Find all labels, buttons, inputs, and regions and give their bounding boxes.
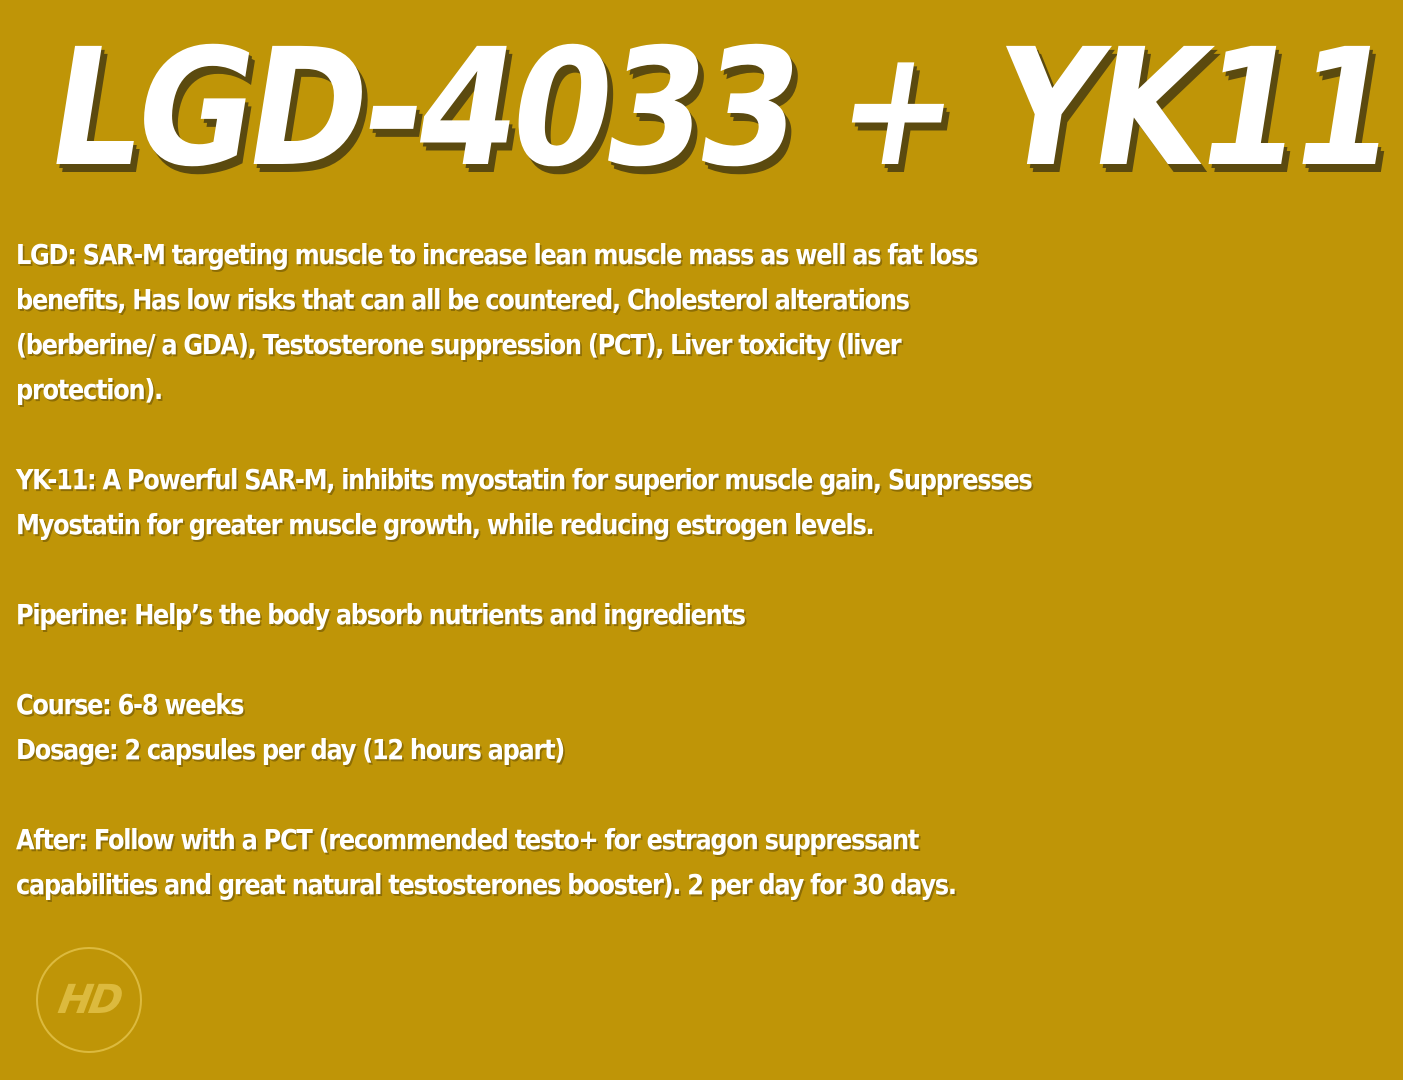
- description-block: [16, 232, 1032, 907]
- yk11-line-1: YK-11: A Powerful SAR-M, inhibits myostatin for superior muscle gain, Suppresses: [16, 463, 1032, 496]
- course-line: Course: 6-8 weeks: [16, 688, 244, 721]
- piperine-line: Piperine: Help’s the body absorb nutrients and ingredients: [16, 598, 745, 631]
- lgd-line-2: benefits, Has low risks that can all be countered, Cholesterol alterations: [16, 283, 909, 316]
- after-line-1: After: Follow with a PCT (recommended testo+ for estragon suppressant: [16, 823, 919, 856]
- logo-text: HD: [54, 977, 124, 1023]
- lgd-line-3: (berberine/ a GDA), Testosterone suppression (PCT), Liver toxicity (liver: [16, 328, 901, 361]
- poster-title: LGD-4033 + YK11: [37, 15, 1403, 203]
- dosage-line: Dosage: 2 capsules per day (12 hours apart): [16, 733, 565, 766]
- after-line-2: capabilities and great natural testosterones booster). 2 per day for 30 days.: [16, 868, 956, 901]
- paragraph-spacer: [16, 547, 926, 592]
- hd-logo-icon: [36, 947, 142, 1053]
- paragraph-spacer: [16, 772, 926, 817]
- lgd-line-1: LGD: SAR-M targeting muscle to increase lean muscle mass as well as fat loss: [16, 238, 978, 271]
- paragraph-spacer: [16, 412, 926, 457]
- lgd-line-4: protection).: [16, 373, 162, 406]
- yk11-line-2: Myostatin for greater muscle growth, while reducing estrogen levels.: [16, 508, 874, 541]
- paragraph-spacer: [16, 637, 926, 682]
